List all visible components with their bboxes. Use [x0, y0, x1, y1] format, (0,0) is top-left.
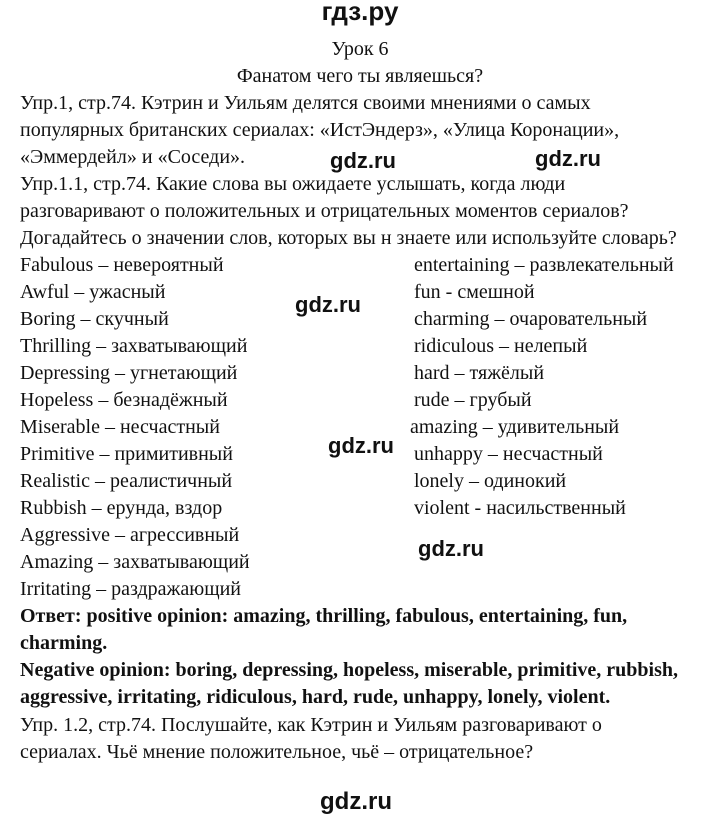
ex1-line-1: Упр.1, стр.74. Кэтрин и Уильям делятся своими мнениями о самых: [20, 92, 591, 114]
vocab-left-item: Fabulous – невероятный: [20, 254, 224, 276]
vocab-right-item: ridiculous – нелепый: [414, 335, 588, 357]
watermark: gdz.ru: [328, 433, 394, 458]
lesson-subtitle: Фанатом чего ты являешься?: [236, 65, 484, 87]
watermark: gdz.ru: [320, 788, 392, 815]
lesson-title: Урок 6: [331, 38, 389, 60]
vocab-right-item: fun - смешной: [414, 281, 535, 303]
vocab-left-item: Depressing – угнетающий: [20, 362, 238, 384]
cropped-text-line: [40, 17, 600, 23]
ex1-2-line-2: сериалах. Чьё мнение положительное, чьё – отрицательное?: [20, 741, 534, 763]
ex1-line-3: «Эммердейл» и «Соседи».: [20, 146, 246, 168]
watermark: gdz.ru: [535, 146, 601, 171]
ex1-line-2: популярных британских сериалах: «ИстЭндерз», «Улица Коронации»,: [20, 119, 620, 141]
watermark: gdz.ru: [418, 536, 484, 561]
answer-line-3: Negative opinion: boring, depressing, hopeless, miserable, primitive, rubbish,: [20, 659, 679, 681]
vocab-left-item: Amazing – захватывающий: [20, 551, 250, 573]
answer-line-4: aggressive, irritating, ridiculous, hard, rude, unhappy, lonely, violent.: [20, 686, 611, 708]
vocab-right-item: hard – тяжёлый: [414, 362, 545, 384]
vocab-left-item: Miserable – несчастный: [20, 416, 220, 438]
vocab-right-item: violent - насильственный: [414, 497, 626, 519]
answer-line-1: Ответ: positive opinion: amazing, thrilling, fabulous, entertaining, fun,: [20, 605, 628, 627]
vocab-left-item: Hopeless – безнадёжный: [20, 389, 228, 411]
vocab-left-item: Rubbish – ерунда, вздор: [20, 497, 223, 519]
vocab-left-item: Realistic – реалистичный: [20, 470, 233, 492]
vocab-right-item: entertaining – развлекательный: [414, 254, 674, 276]
vocab-left-item: Thrilling – захватывающий: [20, 335, 248, 357]
ex1-1-line-1: Упр.1.1, стр.74. Какие слова вы ожидаете услышать, когда люди: [20, 173, 566, 195]
vocab-left-item: Aggressive – агрессивный: [20, 524, 240, 546]
ex1-1-line-3: Догадайтесь о значении слов, которых вы н знаете или используйте словарь?: [20, 227, 677, 249]
ex1-1-line-2: разговаривают о положительных и отрицательных моментов сериалов?: [20, 200, 629, 222]
vocab-left-item: Irritating – раздражающий: [20, 578, 241, 600]
vocab-left-item: Awful – ужасный: [20, 281, 166, 303]
watermark: gdz.ru: [295, 292, 361, 317]
vocab-left-item: Boring – скучный: [20, 308, 169, 330]
site-title: гдз.ру: [321, 0, 399, 26]
watermark: gdz.ru: [330, 148, 396, 173]
vocab-left-item: Primitive – примитивный: [20, 443, 233, 465]
ex1-2-line-1: Упр. 1.2, стр.74. Послушайте, как Кэтрин и Уильям разговаривают о: [20, 714, 602, 736]
answer-line-2: charming.: [20, 632, 108, 654]
vocab-right-item: charming – очаровательный: [414, 308, 648, 330]
vocab-right-item: amazing – удивительный: [410, 416, 620, 438]
vocab-right-item: lonely – одинокий: [414, 470, 567, 492]
vocab-right-item: unhappy – несчастный: [414, 443, 603, 465]
vocab-right-item: rude – грубый: [414, 389, 532, 411]
